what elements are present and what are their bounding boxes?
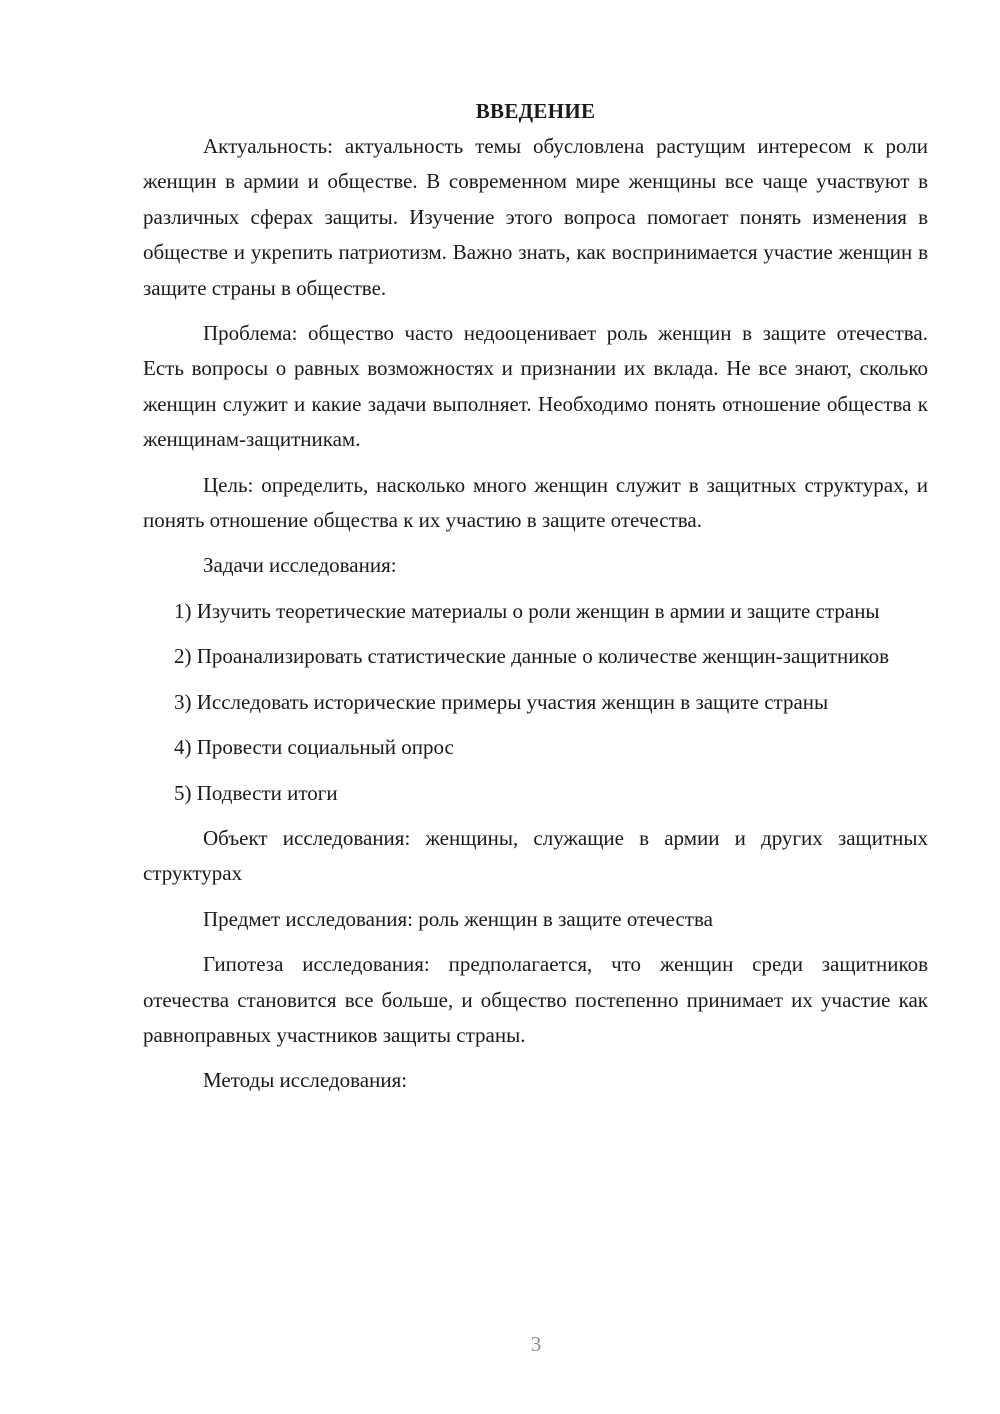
task-item-1: 1) Изучить теоретические материалы о роли женщин в армии и защите страны xyxy=(174,598,880,623)
paragraph-relevance: Актуальность: актуальность темы обусловлена растущим интересом к роли женщин в армии и обществе. В современном мире женщины все чаще участвуют в различных сферах защиты. Изучение этого вопроса помогает понять изменения в обществе и укрепить патриотизм. Важно знать, как воспринимается участие женщин в защите страны в обществе. xyxy=(143,134,928,300)
task-item-3: 3) Исследовать исторические примеры участия женщин в защите страны xyxy=(174,689,829,714)
paragraph-hypothesis: Гипотеза исследования: предполагается, что женщин среди защитников отечества становится все больше, и общество постепенно принимает их участие как равноправных участников защиты страны. xyxy=(143,952,928,1047)
task-item-4: 4) Провести социальный опрос xyxy=(174,735,454,760)
document-page xyxy=(143,96,928,1109)
task-item-5: 5) Подвести итоги xyxy=(174,780,338,805)
task-item-2: 2) Проанализировать статистические данные о количестве женщин-защитников xyxy=(174,644,889,669)
paragraph-subject: Предмет исследования: роль женщин в защите отечества xyxy=(203,906,713,931)
paragraph-tasks-heading: Задачи исследования: xyxy=(203,553,397,578)
page-number: 3 xyxy=(530,1332,542,1356)
paragraph-goal: Цель: определить, насколько много женщин служит в защитных структурах, и понять отношение общества к их участию в защите отечества. xyxy=(143,472,928,533)
paragraph-problem: Проблема: общество часто недооценивает роль женщин в защите отечества. Есть вопросы о равных возможностях и признании их вклада. Не все знают, сколько женщин служит и какие задачи выполняет. Необходимо понять отношение общества к женщинам-защитникам. xyxy=(143,321,928,452)
paragraph-methods: Методы исследования: xyxy=(203,1068,408,1093)
section-title: ВВЕДЕНИЕ xyxy=(475,99,596,123)
paragraph-object: Объект исследования: женщины, служащие в армии и других защитных структурах xyxy=(143,825,928,886)
